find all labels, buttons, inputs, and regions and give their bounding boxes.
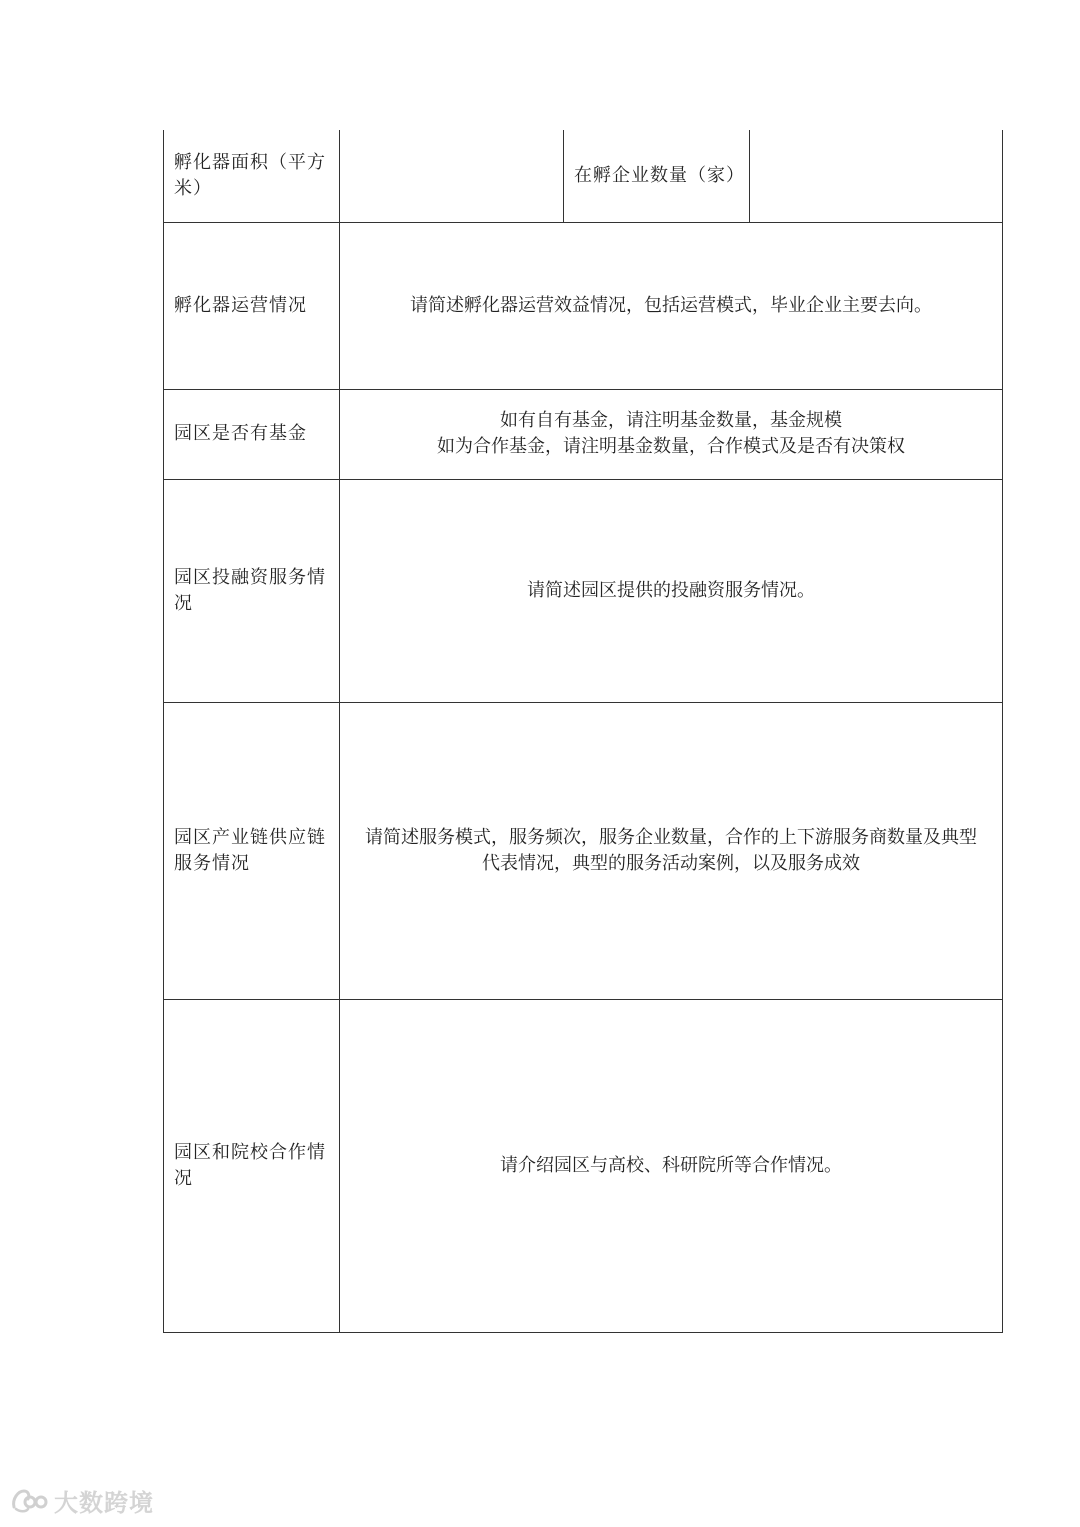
supply-chain-service-label: 园区产业链供应链服务情况 xyxy=(164,702,340,999)
table-row-incubator-area xyxy=(164,130,1003,222)
incubator-operation-prompt: 请简述孵化器运营效益情况，包括运营模式，毕业企业主要去向。 xyxy=(410,294,932,316)
supply-chain-service-field[interactable] xyxy=(340,702,1003,999)
university-cooperation-field[interactable] xyxy=(340,999,1003,1332)
table-row-supply-chain-service xyxy=(164,702,1003,999)
university-cooperation-prompt: 请介绍园区与高校、科研院所等合作情况。 xyxy=(500,1154,842,1176)
table-row-university-cooperation xyxy=(164,999,1003,1332)
incubator-operation-label: 孵化器运营情况 xyxy=(164,222,340,389)
application-form-table xyxy=(163,130,1003,1333)
table-row-park-fund xyxy=(164,389,1003,479)
incubated-companies-value-field[interactable] xyxy=(750,130,1003,222)
financing-service-prompt: 请简述园区提供的投融资服务情况。 xyxy=(527,579,815,601)
supply-chain-service-prompt-line-2: 代表情况，典型的服务活动案例，以及服务成效 xyxy=(482,852,860,874)
park-fund-prompt-line-1: 如有自有基金，请注明基金数量，基金规模 xyxy=(500,410,842,431)
incubator-area-value-field[interactable] xyxy=(340,130,564,222)
park-fund-label: 园区是否有基金 xyxy=(164,389,340,479)
incubator-area-label: 孵化器面积（平方米） xyxy=(164,130,340,222)
dashujuajing-logo-icon xyxy=(10,1485,48,1515)
university-cooperation-label: 园区和院校合作情况 xyxy=(164,999,340,1332)
financing-service-label: 园区投融资服务情况 xyxy=(164,479,340,702)
park-fund-prompt-line-2: 如为合作基金，请注明基金数量，合作模式及是否有决策权 xyxy=(437,436,905,457)
table-row-incubator-operation xyxy=(164,222,1003,389)
watermark-text: 大数跨境 xyxy=(54,1488,154,1517)
table-row-financing-service xyxy=(164,479,1003,702)
watermark xyxy=(10,1478,154,1522)
financing-service-field[interactable] xyxy=(340,479,1003,702)
park-fund-field[interactable] xyxy=(340,389,1003,479)
incubated-companies-label: 在孵企业数量（家） xyxy=(564,130,750,222)
supply-chain-service-prompt-line-1: 请简述服务模式，服务频次，服务企业数量，合作的上下游服务商数量及典型 xyxy=(365,826,977,848)
incubator-operation-field[interactable] xyxy=(340,222,1003,389)
